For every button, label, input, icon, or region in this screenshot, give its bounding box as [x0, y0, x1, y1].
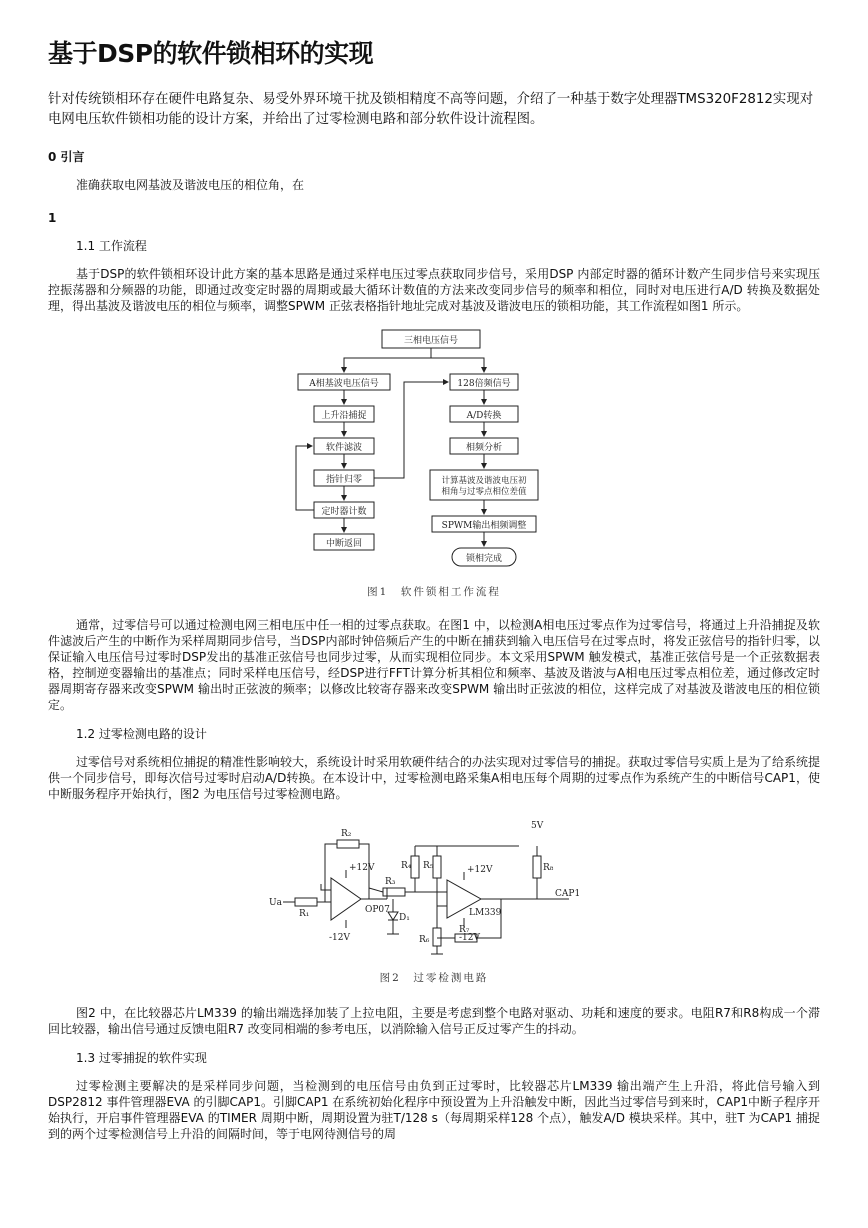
box-ad: A/D转换: [466, 411, 502, 421]
intro-paragraph: 准确获取电网基波及谐波电压的相位角，在: [76, 178, 305, 192]
article: [48, 36, 820, 1142]
figure-1-caption: 图1 软件锁相工作流程: [367, 586, 501, 598]
label-d1: D₁: [399, 913, 410, 923]
section-0-heading: 0 引言: [48, 150, 85, 164]
label-m12b: -12V: [459, 933, 480, 943]
label-ua: Ua: [269, 898, 282, 908]
label-5v: 5V: [531, 821, 544, 831]
label-r7: R₇: [459, 925, 470, 935]
box-ptr: 指针归零: [325, 475, 363, 485]
subsection-1-3-heading: 1.3 过零捕捉的软件实现: [76, 1051, 207, 1065]
subsection-1-1-heading: 1.1 工作流程: [76, 239, 147, 253]
figure-2-circuit: [269, 816, 599, 985]
label-r1: R₁: [299, 909, 310, 919]
label-r3: R₃: [385, 877, 396, 887]
box-top: 三相电压信号: [403, 336, 459, 346]
box-timer: 定时器计数: [321, 507, 367, 517]
label-p12b: +12V: [467, 865, 493, 875]
figure-1-flowchart: [284, 328, 584, 599]
box-calc-line2: 相角与过零点相位差值: [441, 487, 527, 497]
box-calc-line1: 计算基波及谐波电压初: [441, 476, 527, 486]
paragraph-1-1: 基于DSP的软件锁相环设计此方案的基本思路是通过采样电压过零点获取同步信号，采用DSP 内部定时器的循环计数产生同步信号来实现压控振荡器和分频器的功能，即通过改变定时器的周期或最大循环计数值的方法来改变同步信号的频率和相位，同时对电压进行A/D 转换及数据处理，得出基波及谐波电压的相位与频率，调整SPWM 正弦表格指针地址完成对基波及谐波电压的锁相功能，其工作流程如图1 所示。: [48, 267, 820, 313]
label-r4: R₄: [401, 861, 412, 871]
box-h128: 128倍频信号: [457, 379, 511, 389]
box-done: 锁相完成: [465, 554, 503, 564]
subsection-1-2-heading: 1.2 过零检测电路的设计: [76, 727, 207, 741]
box-freq: 相频分析: [465, 443, 503, 453]
paragraph-1-2a: 通常，过零信号可以通过检测电网三相电压中任一相的过零点获取。在图1 中，以检测A相电压过零点作为过零信号，将通过上升沿捕捉及软件滤波后产生的中断作为采样周期同步信号，当DSP内部时钟倍频后产生的中断在捕获到输入电压信号在过零点时，将发正弦信号的指针归零，以保证输入电压信号过零时DSP发出的基准正弦信号也同步过零，从而实现相位同步。本文采用SPWM 触发模式，基准正弦信号是一个正弦数据表格，控制逆变器输出的基准点；同时采样电压信号，经DSP进行FFT计算分析其相位和频率、基波及谐波与A相电压过零点相位差，通过修改定时器周期寄存器来改变SPWM 输出时正弦波的频率；以修改比较寄存器来改变SPWM 输出时正弦波的相位，这样完成了对基波及谐波电压的相位锁定。: [48, 618, 820, 712]
paragraph-1-2c: 图2 中，在比较器芯片LM339 的输出端选择加装了上拉电阻，主要是考虑到整个电路对驱动、功耗和速度的要求。电阻R7和R8构成一个滞回比较器，输出信号通过反馈电阻R7 改变同相端的参考电压，以消除输入信号正反过零产生的抖动。: [48, 1006, 820, 1036]
circuit-diagram: [269, 816, 599, 966]
flowchart-diagram: [284, 328, 584, 580]
box-filter: 软件滤波: [325, 443, 363, 453]
label-lm339: LM339: [469, 908, 502, 918]
label-r5: R₅: [423, 861, 434, 871]
paragraph-1-2b: 过零信号对系统相位捕捉的精准性影响较大，系统设计时采用软硬件结合的办法实现对过零信号的捕捉。获取过零信号实质上是为了给系统提供一个同步信号，即每次信号过零时启动A/D转换。在本设计中，过零检测电路采集A相电压每个周期的过零点作为系统产生的中断信号CAP1，使中断服务程序开始执行，图2 为电压信号过零检测电路。: [48, 755, 821, 801]
label-r8: R₈: [543, 863, 554, 873]
paragraph-1-3: 过零检测主要解决的是采样同步问题，当检测到的电压信号由负到正过零时，比较器芯片LM339 输出端产生上升沿，将此信号输入到DSP2812 事件管理器EVA 的引脚CAP1。引脚CAP1 在系统初始化程序中预设置为上升沿触发中断，因此当过零信号到来时，CAP1中断子程序开始执行，开启事件管理器EVA 的TIMER 周期中断，周期设置为驻T/128 s（每周期采样128 个点），触发A/D 模块采样。其中，驻T 为CAP1 捕捉到的两个过零检测信号上升沿的间隔时间，等于电网待测信号的周: [48, 1079, 820, 1141]
box-intret: 中断返回: [325, 539, 363, 549]
label-m12a: -12V: [329, 933, 350, 943]
label-op07: OP07: [365, 905, 390, 915]
box-spwm: SPWM输出相频调整: [441, 521, 527, 531]
section-1-heading: 1: [48, 211, 57, 225]
page-title: 基于DSP的软件锁相环的实现: [48, 39, 374, 68]
box-a-fund: A相基波电压信号: [309, 379, 379, 389]
figure-2-caption: 图2 过零检测电路: [379, 972, 489, 984]
label-cap1: CAP1: [555, 889, 581, 899]
abstract: 针对传统锁相环存在硬件电路复杂、易受外界环境干扰及锁相精度不高等问题，介绍了一种基于数字处理器TMS320F2812实现对电网电压软件锁相功能的设计方案，并给出了过零检测电路和部分软件设计流程图。: [48, 92, 814, 127]
box-rise: 上升沿捕捉: [321, 411, 367, 421]
label-r6: R₆: [419, 935, 430, 945]
label-r2: R₂: [341, 829, 352, 839]
label-p12a: +12V: [349, 863, 375, 873]
